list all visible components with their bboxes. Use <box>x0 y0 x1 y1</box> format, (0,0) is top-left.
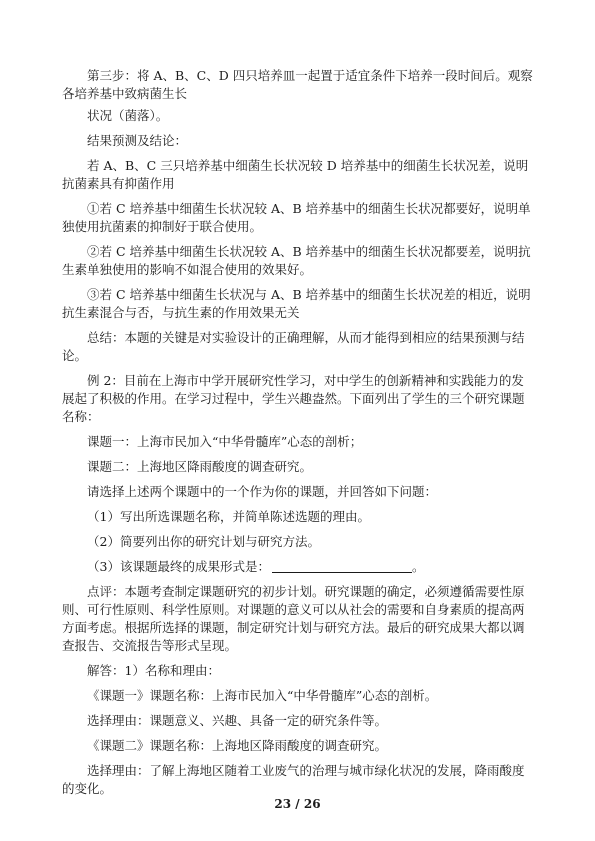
paragraph: 选择理由：课题意义、兴趣、具备一定的研究条件等。 <box>87 713 388 728</box>
paragraph: 结果预测及结论： <box>87 133 188 148</box>
paragraph: 若 A、B、C 三只培养基中细菌生长状况较 D 培养基中的细菌生长状况差，说明抗菌素具有抑菌作用 <box>62 158 529 191</box>
paragraph: ③若 C 培养基中细菌生长状况与 A、B 培养基中的细菌生长状况差的相近，说明抗生素混合与否，与抗生素的作用效果无关 <box>62 287 531 320</box>
page-number: 23 / 26 <box>274 797 321 811</box>
paragraph: 第三步：将 A、B、C、D 四只培养皿一起置于适宜条件下培养一段时间后。观察各培养基中致病菌生长 <box>62 68 533 101</box>
question-3-suffix: 。 <box>411 559 425 574</box>
paragraph: 请选择上述两个课题中的一个作为你的课题，并回答如下问题： <box>87 484 438 499</box>
paragraph: ②若 C 培养基中细菌生长状况较 A、B 培养基中的细菌生长状况都要差，说明抗生素单独使用的影响不如混合使用的效果好。 <box>62 244 531 277</box>
paragraph: 总结：本题的关键是对实验设计的正确理解，从而才能得到相应的结果预测与结论。 <box>62 330 525 363</box>
document-body <box>62 67 534 805</box>
paragraph: （1）写出所选课题名称，并简单陈述选题的理由。 <box>87 509 370 524</box>
question-3-prefix: （3）该课题最终的成果形式是： <box>87 559 270 574</box>
paragraph: 《课题一》课题名称：上海市民加入“中华骨髓库”心态的剖析。 <box>87 688 438 703</box>
paragraph: 解答：1）名称和理由： <box>87 663 220 678</box>
paragraph: 例 2：目前在上海市中学开展研究性学习，对中学生的创新精神和实践能力的发展起了积极的作用。在学习过程中，学生兴趣盎然。下面列出了学生的三个研究课题名称： <box>62 373 525 424</box>
answer-blank <box>272 559 412 573</box>
paragraph: （2）简要列出你的研究计划与研究方法。 <box>87 534 320 549</box>
paragraph: 《课题二》课题名称：上海地区降雨酸度的调查研究。 <box>87 738 388 753</box>
paragraph: ①若 C 培养基中细菌生长状况较 A、B 培养基中的细菌生长状况都要好，说明单独使用抗菌素的抑制好于联合使用。 <box>62 201 531 234</box>
question-3 <box>62 558 534 576</box>
paragraph: 状况（菌落）。 <box>87 108 169 123</box>
paragraph: 点评：本题考查制定课题研究的初步计划。研究课题的确定，必须遵循需要性原则、可行性原则、科学性原则。对课题的意义可以从社会的需要和自身素质的提高两方面考虑。根据所选择的课题，制定研究计划与研究方法。最后的研究成果大都以调查报告、交流报告等形式呈现。 <box>62 584 525 653</box>
paragraph: 选择理由：了解上海地区随着工业废气的治理与城市绿化状况的发展，降雨酸度的变化。 <box>62 763 525 796</box>
paragraph: 课题一：上海市民加入“中华骨髓库”心态的剖析； <box>87 434 363 449</box>
paragraph: 课题二：上海地区降雨酸度的调查研究。 <box>87 459 313 474</box>
